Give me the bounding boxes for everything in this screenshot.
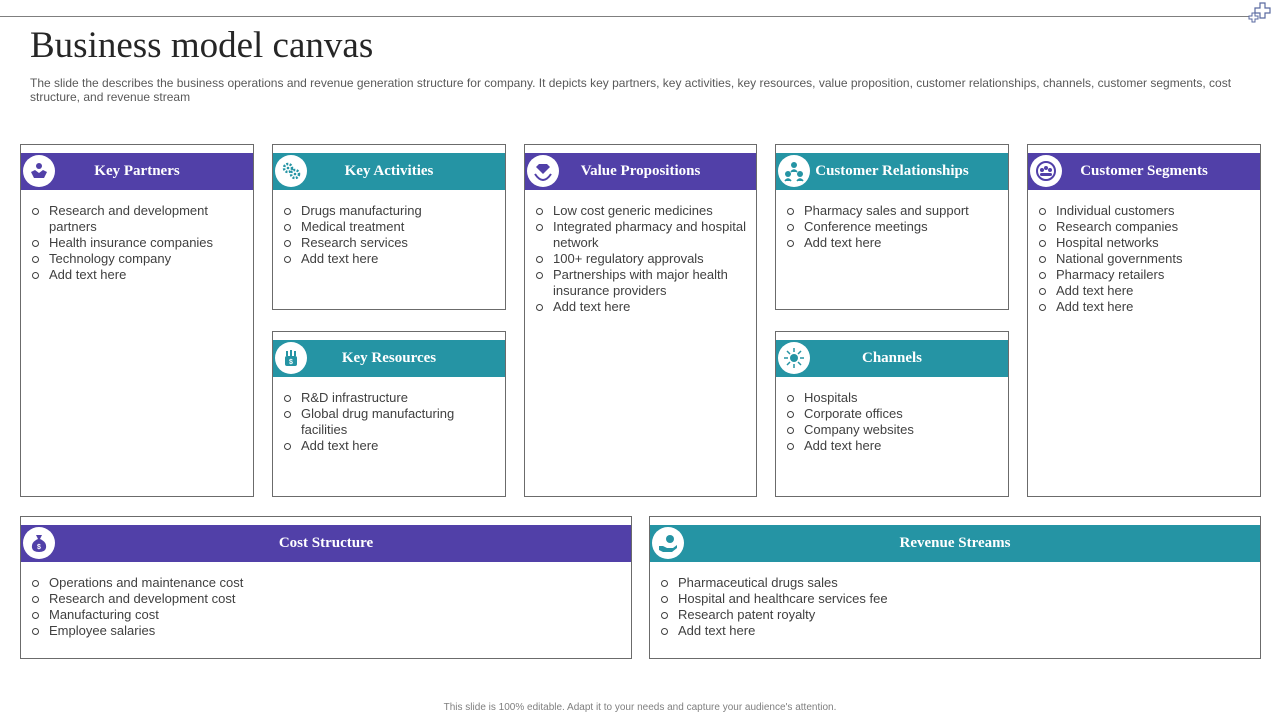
- list-item: Partnerships with major health insurance providers: [553, 267, 748, 299]
- people-network-icon: [778, 155, 810, 187]
- key-activities-header: [273, 153, 505, 190]
- list-item: R&D infrastructure: [301, 390, 497, 406]
- list-item: Research companies: [1056, 219, 1182, 235]
- list-item: Operations and maintenance cost: [49, 575, 244, 590]
- list-item: Global drug manufacturing facilities: [301, 406, 497, 438]
- money-bag-icon: [23, 527, 55, 559]
- resources-icon: [275, 342, 307, 374]
- page-title: Business model canvas: [30, 25, 374, 66]
- list-item: Add text here: [301, 251, 422, 267]
- list-item: Pharmacy sales and support: [804, 203, 969, 218]
- cost-structure-header: [21, 525, 631, 562]
- customer-relationships-header: [776, 153, 1008, 190]
- key-resources-title: Key Resources: [341, 350, 437, 366]
- group-circle-icon: [1030, 155, 1062, 187]
- revenue-streams-title: Revenue Streams: [899, 535, 1011, 551]
- list-item: Individual customers: [1056, 203, 1182, 219]
- list-item: 100+ regulatory approvals: [553, 251, 748, 267]
- list-item: Pharmaceutical drugs sales: [678, 575, 888, 591]
- key-partners-list: [21, 203, 253, 283]
- key-partners-header: [21, 153, 253, 190]
- list-item: Conference meetings: [804, 219, 969, 235]
- list-item: Add text here: [804, 235, 969, 251]
- list-item: Hospital and healthcare services fee: [678, 591, 888, 606]
- network-hub-icon: [778, 342, 810, 374]
- list-item: Add text here: [804, 438, 914, 454]
- value-propositions-list: [525, 203, 756, 315]
- svg-text:$: $: [289, 359, 293, 366]
- channels-card: [775, 331, 1009, 497]
- top-divider: [0, 16, 1250, 17]
- list-item: Hospital networks: [1056, 235, 1182, 251]
- cost-structure-list: [21, 575, 251, 639]
- hand-with-coin-icon: [652, 527, 684, 559]
- list-item: Employee salaries: [49, 623, 243, 639]
- list-item: Add text here: [49, 267, 245, 283]
- key-resources-card: [272, 331, 506, 497]
- list-item: Add text here: [1056, 299, 1182, 315]
- value-propositions-header: [525, 153, 756, 190]
- page-subtitle: The slide the describes the business operations and revenue generation structure for company. It depicts key partners, key activities, key resources, value proposition, customer relationships, channels, customer segments, cost structure, and revenue stream: [30, 76, 1232, 104]
- list-item: Research patent royalty: [678, 607, 888, 623]
- customer-relationships-title: Customer Relationships: [815, 163, 969, 179]
- svg-text:$: $: [37, 544, 41, 551]
- list-item: Drugs manufacturing: [301, 203, 422, 218]
- list-item: Technology company: [49, 251, 245, 267]
- list-item: Research services: [301, 235, 422, 251]
- revenue-streams-header: [650, 525, 1260, 562]
- customer-relationships-list: [776, 203, 977, 251]
- revenue-streams-card: [649, 516, 1261, 659]
- list-item: Manufacturing cost: [49, 607, 243, 623]
- key-activities-title: Key Activities: [344, 163, 434, 179]
- list-item: Integrated pharmacy and hospital network: [553, 219, 748, 251]
- handshake-icon: [23, 155, 55, 187]
- list-item: Hospitals: [804, 390, 914, 406]
- list-item: Research and development partners: [49, 203, 245, 235]
- gears-icon: [275, 155, 307, 187]
- list-item: Research and development cost: [49, 591, 243, 607]
- channels-list: [776, 390, 922, 454]
- key-resources-list: [273, 390, 505, 454]
- customer-segments-title: Customer Segments: [1080, 163, 1208, 179]
- list-item: Add text here: [553, 299, 748, 315]
- list-item: Medical treatment: [301, 219, 422, 235]
- customer-segments-list: [1028, 203, 1190, 315]
- list-item: Add text here: [678, 623, 888, 639]
- key-resources-header: [273, 340, 505, 377]
- list-item: Pharmacy retailers: [1056, 267, 1182, 283]
- list-item: Corporate offices: [804, 406, 914, 422]
- list-item: Add text here: [1056, 283, 1182, 299]
- footer-note: This slide is 100% editable. Adapt it to your needs and capture your audience's attention.: [443, 702, 837, 713]
- key-activities-card: [272, 144, 506, 310]
- key-partners-title: Key Partners: [94, 163, 180, 179]
- value-propositions-card: [524, 144, 757, 497]
- customer-relationships-card: [775, 144, 1009, 310]
- cost-structure-title: Cost Structure: [278, 535, 374, 551]
- list-item: Health insurance companies: [49, 235, 245, 251]
- key-partners-card: [20, 144, 254, 497]
- hand-with-diamond-icon: [527, 155, 559, 187]
- list-item: National governments: [1056, 251, 1183, 266]
- customer-segments-header: [1028, 153, 1260, 190]
- customer-segments-card: [1027, 144, 1261, 497]
- list-item: Company websites: [804, 422, 914, 437]
- key-activities-list: [273, 203, 430, 267]
- value-propositions-title: Value Propositions: [580, 163, 701, 179]
- cost-structure-card: [20, 516, 632, 659]
- channels-title: Channels: [861, 350, 923, 366]
- plus-decoration-icon: [1248, 2, 1278, 26]
- channels-header: [776, 340, 1008, 377]
- list-item: Low cost generic medicines: [553, 203, 748, 219]
- revenue-streams-list: [650, 575, 896, 639]
- list-item: Add text here: [301, 438, 497, 454]
